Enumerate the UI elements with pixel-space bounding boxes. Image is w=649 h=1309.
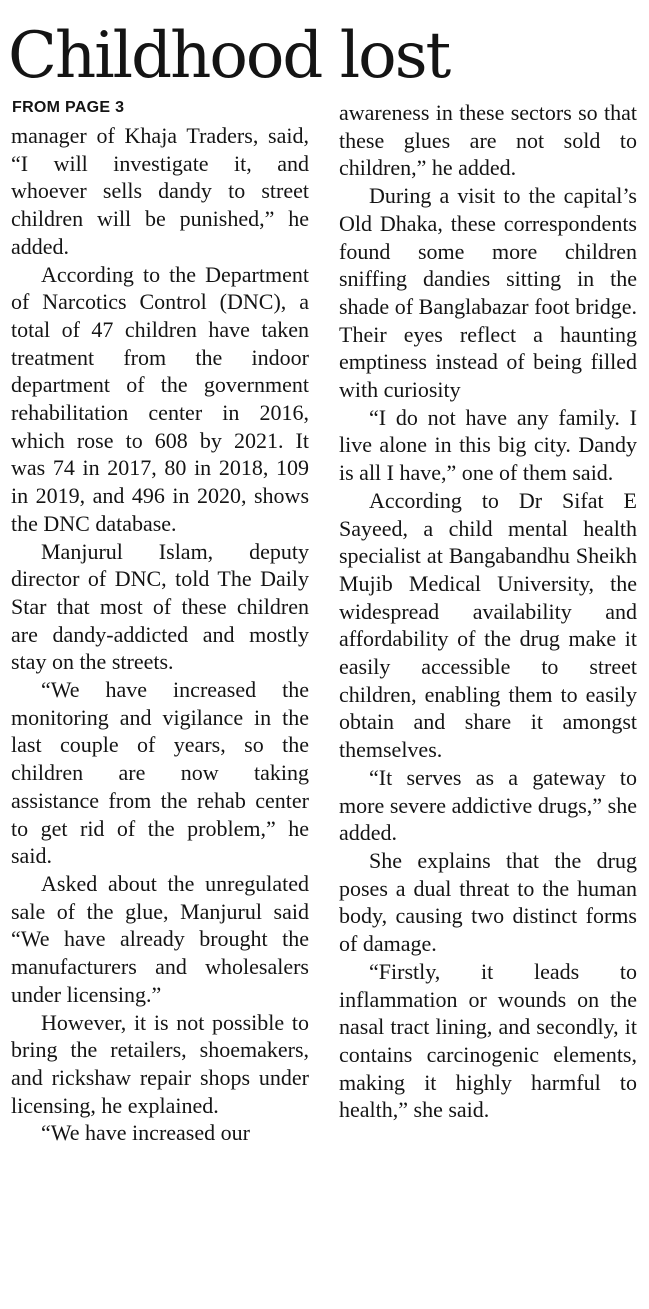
headline: Childhood lost [8, 19, 450, 93]
paragraph: Manjurul Islam, deputy director of DNC, told The Daily Star that most of these children are dandy-addicted and mostly stay on the streets. [11, 538, 309, 675]
left-column [11, 122, 309, 1147]
paragraph: awareness in these sectors so that these glues are not sold to children,” he added. [339, 100, 637, 181]
paragraph: According to the Department of Narcotics Control (DNC), a total of 47 children have taken treatment from the indoor department of the government rehabilitation center in 2016, which rose to 608 by 2021. It was 74 in 2017, 80 in 2018, 109 in 2019, and 496 in 2020, shows the DNC database. [11, 261, 309, 536]
paragraph: According to Dr Sifat E Sayeed, a child mental health specialist at Bangabandhu Sheikh Mujib Medical University, the widespread availability and affordability of the drug make it easily accessible to street children, enabling them to easily obtain and share it amongst themselves. [339, 487, 637, 763]
paragraph: “We have increased our [41, 1120, 250, 1146]
paragraph: “I do not have any family. I live alone in this big city. Dandy is all I have,” one of them said. [339, 404, 637, 486]
right-column [339, 99, 637, 1124]
paragraph: “It serves as a gateway to more severe addictive drugs,” she added. [339, 764, 637, 846]
paragraph: Asked about the unregulated sale of the glue, Manjurul said “We have already brought the manufacturers and wholesalers under licensing.” [11, 870, 309, 1007]
paragraph: She explains that the drug poses a dual threat to the human body, causing two distinct forms of damage. [339, 847, 637, 957]
paragraph: During a visit to the capital’s Old Dhaka, these correspondents found some more children sniffing dandies sitting in the shade of Banglabazar foot bridge. Their eyes reflect a haunting emptiness instead of being filled with curiosity [339, 183, 637, 403]
paragraph: However, it is not possible to bring the retailers, shoemakers, and rickshaw repair shops under licensing, he explained. [11, 1009, 309, 1118]
jump-line: FROM PAGE 3 [12, 99, 125, 116]
paragraph: “Firstly, it leads to inflammation or wounds on the nasal tract lining, and secondly, it contains carcinogenic elements, making it highly harmful to health,” she said. [339, 958, 637, 1123]
paragraph: manager of Khaja Traders, said, “I will investigate it, and whoever sells dandy to street children will be punished,” he added. [11, 123, 309, 259]
paragraph: “We have increased the monitoring and vigilance in the last couple of years, so the children are now taking assistance from the rehab center to get rid of the problem,” he said. [11, 677, 309, 869]
